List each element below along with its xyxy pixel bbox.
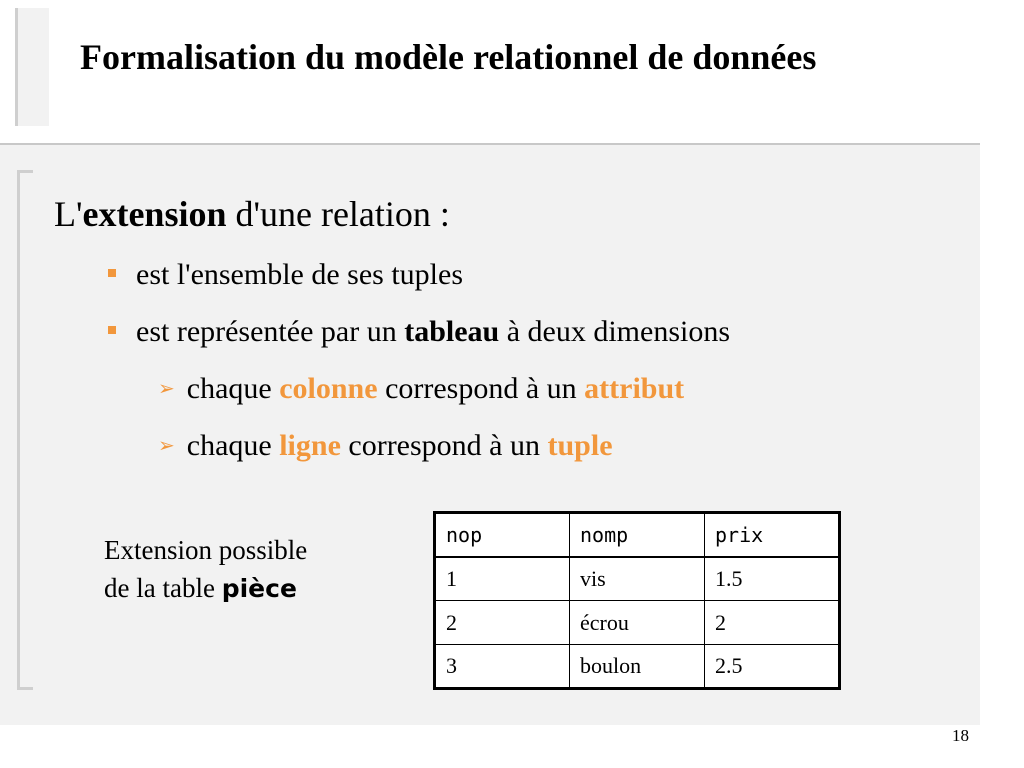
- table-row: [435, 601, 840, 645]
- arrow-bullet-icon: ➢: [158, 433, 175, 457]
- subbullet-highlight: ligne: [279, 429, 341, 462]
- bullet-text-bold: tableau: [404, 315, 500, 348]
- square-bullet-icon: [108, 326, 116, 334]
- table-caption: [104, 531, 307, 608]
- caption-line2-prefix: de la table: [104, 573, 222, 603]
- bullet-text-after: à deux dimensions: [499, 315, 731, 348]
- caption-table-name: pièce: [221, 574, 297, 603]
- column-header: nomp: [570, 513, 705, 557]
- subbullet-highlight-2: attribut: [584, 372, 685, 405]
- slide-title: Formalisation du modèle relationnel de données: [80, 37, 817, 77]
- table-cell: boulon: [570, 645, 705, 689]
- table-cell: 1.5: [705, 557, 840, 601]
- heading-suffix: d'une relation :: [226, 194, 450, 234]
- table-cell: 2: [705, 601, 840, 645]
- bullet-text-before: est représentée par un: [136, 315, 405, 348]
- table-cell: vis: [570, 557, 705, 601]
- arrow-bullet-icon: ➢: [158, 376, 175, 400]
- page-number: 18: [952, 726, 969, 745]
- table-cell: 2.5: [705, 645, 840, 689]
- bullet-item: [108, 256, 463, 294]
- slide-heading: [54, 191, 450, 237]
- table-header-row: [435, 513, 840, 557]
- table-cell: 1: [435, 557, 570, 601]
- square-bullet-icon: [108, 269, 116, 277]
- subbullet-middle: correspond à un: [340, 429, 548, 462]
- heading-bold: extension: [82, 194, 227, 234]
- subbullet-middle: correspond à un: [377, 372, 585, 405]
- table-cell: écrou: [570, 601, 705, 645]
- subbullet-item: [158, 370, 684, 410]
- table-row: [435, 645, 840, 689]
- subbullet-before: chaque: [186, 429, 280, 462]
- bullet-text: est l'ensemble de ses tuples: [136, 258, 463, 291]
- subbullet-highlight-2: tuple: [547, 429, 613, 462]
- table-cell: 3: [435, 645, 570, 689]
- subbullet-before: chaque: [186, 372, 280, 405]
- table-cell: 2: [435, 601, 570, 645]
- caption-line1: Extension possible: [104, 535, 308, 565]
- bullet-item: [108, 313, 730, 351]
- subbullet-item: [158, 427, 613, 467]
- title-decoration: [15, 8, 49, 126]
- relation-table: [433, 511, 841, 690]
- table-row: [435, 557, 840, 601]
- column-header: nop: [435, 513, 570, 557]
- left-bracket-decoration: [17, 170, 33, 690]
- column-header: prix: [705, 513, 840, 557]
- heading-prefix: L': [54, 194, 83, 234]
- subbullet-highlight: colonne: [279, 372, 378, 405]
